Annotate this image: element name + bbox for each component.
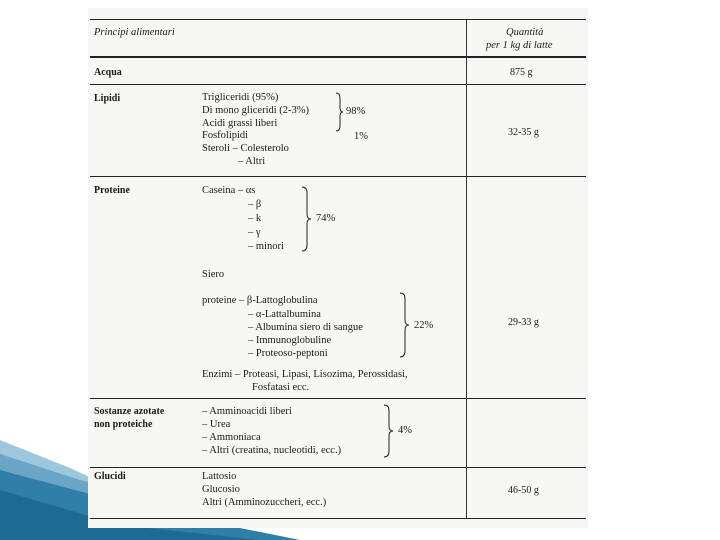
lipidi-item: Acidi grassi liberi (202, 118, 278, 129)
caseina-item: – minori (248, 241, 284, 252)
caseina-item: – γ (248, 227, 261, 238)
qty-lipidi: 32-35 g (508, 127, 539, 138)
header-quantita: Quantità (506, 27, 544, 38)
rule-lipidi (90, 176, 586, 177)
azotate-item: – Ammoniaca (202, 432, 261, 443)
rule-proteine (90, 398, 586, 399)
glucidi-item: Glucosio (202, 484, 240, 495)
caseina-pct: 74% (316, 213, 336, 224)
qty-glucidi: 46-50 g (508, 485, 539, 496)
rule-header (90, 56, 586, 58)
lipidi-item: – Altri (238, 156, 266, 167)
glucidi-item: Lattosio (202, 471, 237, 482)
qty-acqua: 875 g (510, 67, 533, 78)
lipidi-item: Steroli – Colesterolo (202, 143, 289, 154)
rule-bottom (90, 518, 586, 519)
cat-azotate: Sostanze azotate (94, 406, 165, 417)
header-per-kg: per 1 kg di latte (486, 40, 553, 51)
caseina-item: Caseina – αs (202, 185, 256, 196)
cat-glucidi: Glucidi (94, 471, 126, 482)
brace-lipidi (334, 92, 344, 132)
siero-item: proteine – β-Lattoglobulina (202, 295, 318, 306)
caseina-item: – k (248, 213, 262, 224)
lipidi-item: Fosfolipidi (202, 130, 249, 141)
siero-item: – Albumina siero di sangue (248, 322, 363, 333)
azotate-item: – Urea (202, 419, 231, 430)
glucidi-item: Altri (Amminozuccheri, ecc.) (202, 497, 327, 508)
cat-acqua: Acqua (94, 67, 122, 78)
cat-proteine: Proteine (94, 185, 130, 196)
cat-lipidi: Lipidi (94, 93, 121, 104)
azotate-item: – Amminoacidi liberi (202, 406, 292, 417)
siero-item: – α-Lattalbumina (248, 309, 321, 320)
cat-azotate: non proteiche (94, 419, 153, 430)
brace-azotate (382, 404, 394, 458)
siero-label: Siero (202, 269, 225, 280)
enzimi-line: Fosfatasi ecc. (252, 382, 310, 393)
lipidi-item: Trigliceridi (95%) (202, 92, 279, 103)
rule-azotate (90, 467, 586, 468)
brace-caseina (300, 186, 312, 252)
azotate-item: – Altri (creatina, nucleotidi, ecc.) (202, 445, 342, 456)
lipidi-pct-1: 1% (354, 131, 368, 142)
brace-siero (398, 292, 410, 358)
azotate-pct: 4% (398, 425, 412, 436)
siero-item: – Immunoglobuline (248, 335, 332, 346)
rule-top (90, 19, 586, 20)
enzimi-line: Enzimi – Proteasi, Lipasi, Lisozima, Perossidasi, (202, 369, 408, 380)
lipidi-pct-98: 98% (346, 106, 366, 117)
lipidi-item: Di mono gliceridi (2-3%) (202, 105, 310, 116)
siero-item: – Proteoso-peptoni (248, 348, 328, 359)
header-principi: Principi alimentari (94, 27, 175, 38)
caseina-item: – β (248, 199, 262, 210)
siero-pct: 22% (414, 320, 434, 331)
column-divider (466, 20, 467, 518)
rule-acqua (90, 84, 586, 85)
qty-proteine: 29-33 g (508, 317, 539, 328)
scanned-table (88, 8, 588, 528)
